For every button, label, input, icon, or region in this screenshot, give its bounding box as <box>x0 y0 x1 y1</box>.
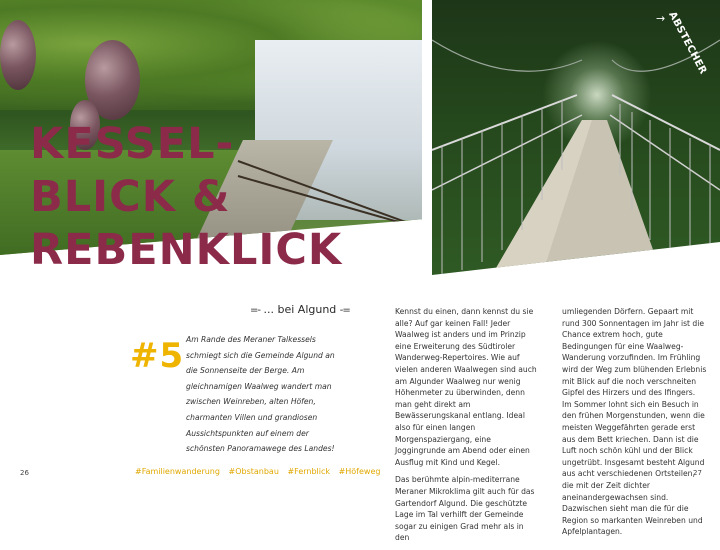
intro-text: Am Rande des Meraner Talkessels schmiegt sich die Gemeinde Algund an die Sonnenseite der Berge. Am gleichnamigen Waalweg wandert man zwischen Weinreben, alten Höfen, charmanten Villen und grandiosen Aussichtspunkten auf einem der schönsten Panoramawege des Landes! <box>186 335 335 454</box>
hashtag: #Fernblick <box>287 467 331 476</box>
title-line: KESSEL- <box>30 119 235 169</box>
subheading-text: ... bei Algund <box>263 303 337 316</box>
decoration-left-icon: =- <box>250 305 260 316</box>
paragraph: umliegenden Dörfern. Gepaart mit rund 300 Sonnentagen im Jahr ist die Chance extrem hoch, gute Bedingungen für eine Waalweg-Wanderung vorzufinden. Im Frühling wird der Weg zum blühenden Erlebnis mit Blick auf die noch verschneiten Gipfel des Hirzers und des Ifingers. Im Sommer lohnt sich ein Besuch in den frühen Morgenstunden, wenn die meisten Weggefährten gerade erst aus dem Bett kriechen. Dann ist die Luft noch schön kühl und der Blick ungetrübt. Insgesamt besteht Algund aus acht verschiedenen Ortsteilen, die mit der Zeit dichter aneinandergewachsen sind. Dazwischen sieht man die für die Region so markanten Weinreben und Apfelplantagen. <box>562 307 707 537</box>
route-number: #5 <box>130 336 185 376</box>
paragraph: Kennst du einen, dann kennst du sie alle? Auf gar keinen Fall! Jeder Waalweg ist anders und im Prinzip eine Erweiterung des Südtiroler Wanderweg-Repertoires. Wie auf vielen anderen Waalwegen sind auch am Algunder Waalweg nur wenig Höhenmeter zu überwinden, denn man geht direkt am Bewässerungskanal entlang. Ideal also für einen langen Morgenspaziergang, eine Joggingrunde am Abend oder einen Ausflug mit Kind und Kegel. <box>395 307 537 467</box>
paragraph: Das berühmte alpin-mediterrane Meraner Mikroklima gilt auch für das Gartendorf Algund. Die geschützte Lage im Tal verhilft der Gemeinde sogar zu einigen Grad mehr als in den <box>395 475 535 543</box>
hashtag-list <box>135 467 386 476</box>
bridge-photo <box>432 0 720 275</box>
abstecher-label: ABSTECHER <box>666 10 709 77</box>
hashtag: #Obstanbau <box>228 467 279 476</box>
page-number-right: 27 <box>693 469 702 477</box>
hashtag: #Familienwanderung <box>135 467 220 476</box>
subheading <box>250 303 350 316</box>
body-column-2 <box>562 306 707 544</box>
bridge-drawing <box>432 0 720 275</box>
hashtag: #Höfeweg <box>338 467 381 476</box>
article-title <box>30 118 342 277</box>
arrow-right-icon: → <box>656 12 666 25</box>
page-number-left: 26 <box>20 469 29 477</box>
title-line: REBENKLICK <box>30 225 343 275</box>
body-column-1 <box>395 306 540 550</box>
grape-cluster <box>0 20 36 90</box>
decoration-right-icon: -= <box>339 305 350 316</box>
title-line: BLICK & <box>30 172 231 222</box>
